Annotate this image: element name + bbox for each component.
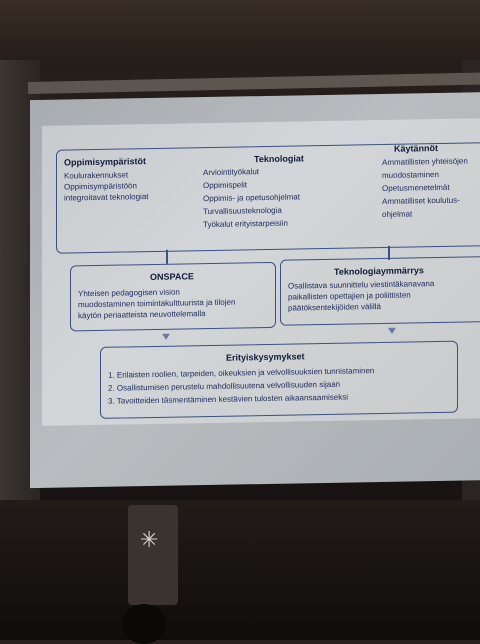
tekno-line: paikallisten opettajien ja poliittisten	[288, 290, 411, 302]
col2-item: Arviointityökalut	[203, 167, 260, 178]
pillar	[128, 505, 178, 605]
col2-item: Turvallisuusteknologia	[203, 205, 282, 217]
erityis-line: 3. Tavoitteiden täsmentäminen kestävien tulosten aikaansaamiseksi	[108, 392, 348, 406]
onspace-line: Yhteisen pedagogisen vision	[78, 287, 180, 299]
col1-item: integroitavat teknologiat	[64, 192, 149, 203]
arrow-icon	[162, 334, 170, 340]
erityis-line: 2. Osallistumisen perustelu mahdollisuutena velvollisuuden sijaan	[108, 379, 341, 393]
col2-item: Oppimis- ja opetusohjelmat	[203, 192, 300, 204]
projector-screen-housing	[28, 72, 480, 94]
arrow-icon	[388, 328, 396, 334]
col3-item: Ammatilliset koulutus-	[382, 195, 460, 206]
emblem-icon: ✳	[140, 528, 159, 553]
audience-head	[122, 604, 166, 644]
onspace-line: käytön periaatteista neuvottelemalla	[78, 309, 206, 321]
col3-title: Käytännöt	[394, 143, 439, 154]
col3-item: ohjelmat	[382, 209, 413, 219]
tekno-line: Osallistava suunnittelu viestintäkanavana	[288, 279, 435, 291]
erityis-title: Erityiskysymykset	[226, 351, 305, 363]
col3-item: muodostaminen	[382, 169, 439, 180]
tekno-line: päätöksentekijöiden välillä	[288, 302, 381, 313]
col2-title: Teknologiat	[254, 153, 304, 165]
floor	[0, 500, 480, 640]
onspace-line: muodostaminen toimintakulttuurista ja tilojen	[78, 297, 236, 310]
slide	[42, 118, 480, 426]
col3-item: Opetusmenetelmät	[382, 182, 450, 193]
col1-title: Oppimisympäristöt	[64, 156, 147, 168]
col1-item: Oppimisympäristöön	[64, 181, 137, 192]
connector	[166, 250, 168, 264]
erityis-line: 1. Erilaisten roolien, tarpeiden, oikeuksien ja velvollisuuksien tunnistaminen	[108, 366, 375, 380]
onspace-title: ONSPACE	[150, 271, 194, 283]
col3-item: Ammatillisten yhteisöjen	[382, 156, 468, 167]
col1-item: Koulurakennukset	[64, 170, 129, 181]
col2-item: Työkalut erityistarpeisiin	[203, 218, 288, 230]
col2-item: Oppimispelit	[203, 180, 248, 191]
tekno-title: Teknologiaymmärrys	[334, 265, 424, 277]
ceiling	[0, 0, 480, 70]
